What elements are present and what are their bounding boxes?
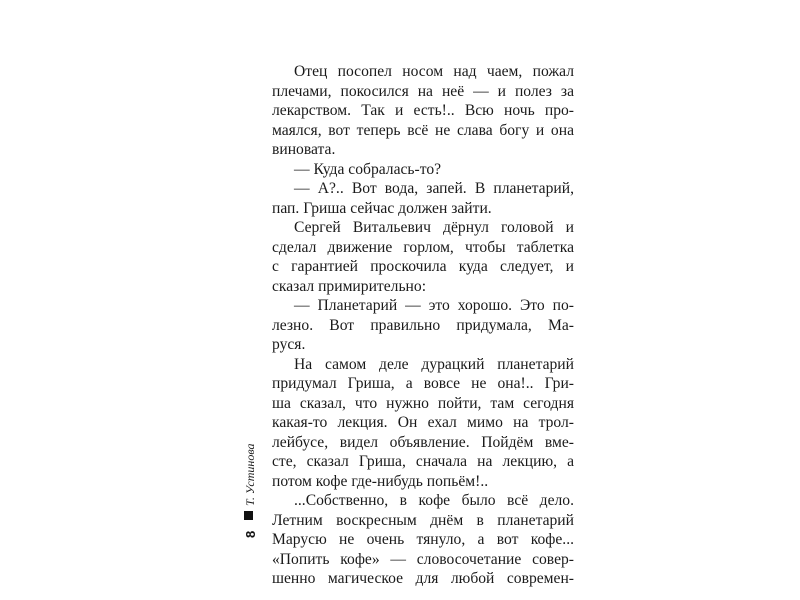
text-line: — А?.. Вот вода, запей. В планетарий, — [294, 180, 574, 197]
text-line: шенно магическое для любой современ- — [272, 570, 574, 587]
text-line: ...Собственно, в кофе было всё дело. — [294, 492, 574, 509]
text-line: сте, сказал Гриша, сначала на лекцию, а — [272, 453, 574, 470]
body-text — [272, 62, 574, 589]
text-line: ша сказал, что нужно пойти, там сегодня — [272, 394, 574, 412]
text-line: — Планетарий — это хорошо. Это по- — [294, 297, 574, 314]
text-line: сделал движение горлом, чтобы таблетка — [272, 238, 574, 256]
running-head-author: Т. Устинова — [243, 443, 257, 506]
text-line: лекарством. Так и есть!.. Всю ночь про- — [272, 102, 574, 119]
text-line: придумал Гриша, а вовсе не она!.. Гри- — [272, 375, 574, 392]
page-marker-square — [244, 511, 253, 520]
text-line: Отец посопел носом над чаем, пожал — [294, 63, 574, 80]
text-line: пап. Гриша сейчас должен зайти. — [272, 199, 492, 217]
text-line: — Куда собралась-то? — [294, 160, 442, 178]
text-line: лейбусе, видел объявление. Пойдём вме- — [272, 433, 574, 451]
text-line: плечами, покосился на неё — и полез за — [272, 82, 574, 100]
text-line: «Попить кофе» — словосочетание совер- — [272, 550, 574, 568]
text-line: какая-то лекция. Он ехал мимо на трол- — [272, 414, 574, 431]
page-number: 8 — [243, 530, 258, 538]
text-line: руся. — [272, 336, 306, 353]
text-line: потом кофе где-нибудь попьём!.. — [272, 472, 489, 490]
text-line: Сергей Витальевич дёрнул головой и — [294, 219, 574, 236]
text-line: На самом деле дурацкий планетарий — [294, 355, 574, 373]
text-line: Летним воскресным днём в планетарий — [272, 511, 574, 529]
text-line: сказал примирительно: — [272, 277, 427, 295]
text-line: виновата. — [272, 141, 336, 158]
text-line: маялся, вот теперь всё не слава богу и она — [272, 121, 574, 139]
text-line: лезно. Вот правильно придумала, Ма- — [272, 316, 574, 334]
text-line: Марусю не очень тянуло, а вот кофе... — [272, 531, 574, 548]
text-line: с гарантией проскочила куда следует, и — [272, 258, 574, 275]
